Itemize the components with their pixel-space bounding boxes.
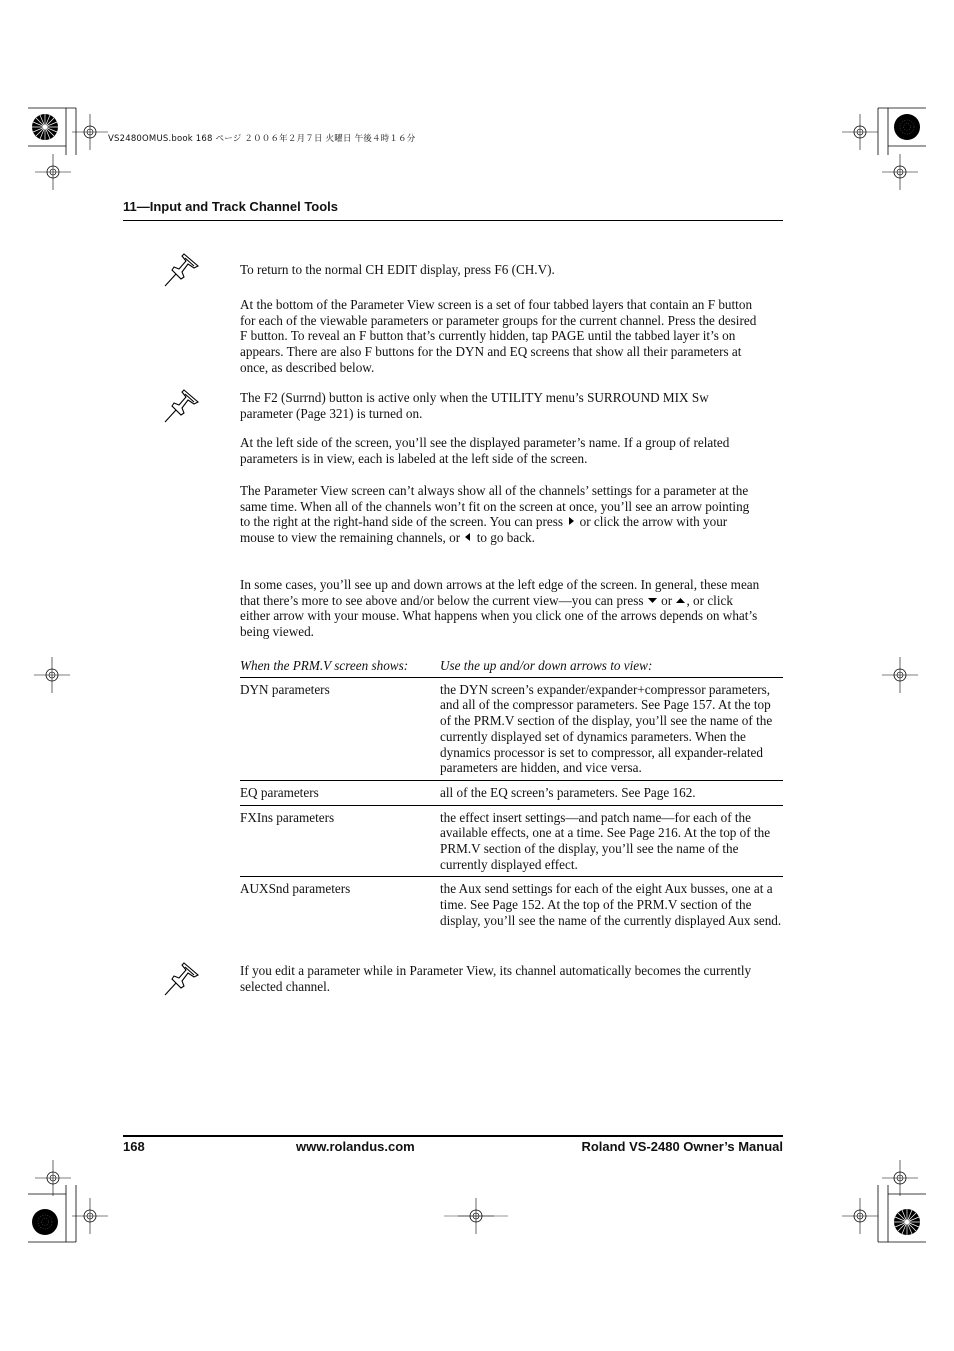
triangle-left-icon (463, 532, 473, 542)
paragraph-text: or (657, 592, 676, 608)
table-row (240, 805, 783, 877)
cell-screen: EQ parameters (240, 780, 440, 805)
paragraph-parameter-name: At the left side of the screen, you’ll see the displayed parameter’s name. If a group of related parameters is in view, each is labeled at the left side of the screen. (240, 435, 730, 466)
cell-view: the Aux send settings for each of the eight Aux busses, one at a time. See Page 152. At the top of the PRM.V section of the display, you’ll see the name of the currently displayed Aux send. (440, 881, 782, 928)
website-link[interactable]: www.rolandus.com (296, 1139, 415, 1154)
cell-view: the effect insert settings—and patch name—for each of the available effects, one at a time. See Page 216. At the top of the PRM.V section of the display, you’ll see the name of the currently displayed effect. (440, 805, 783, 877)
paragraph-text: or click the arrow with your mouse to view the remaining channels, or (240, 514, 728, 546)
paragraph-text: to go back. (473, 530, 535, 546)
pushpin-icon (162, 252, 200, 288)
manual-title: Roland VS-2480 Owner’s Manual (581, 1139, 783, 1154)
column-header-view: Use the up and/or down arrows to view: (440, 658, 783, 677)
paragraph-channel-arrows (240, 483, 760, 546)
triangle-up-icon (675, 596, 686, 605)
column-header-screen: When the PRM.V screen shows: (240, 658, 440, 677)
footer-rule (123, 1135, 783, 1137)
section-title: 11—Input and Track Channel Tools (123, 199, 339, 214)
paragraph-up-down-arrows (240, 577, 760, 640)
pushpin-icon (162, 961, 200, 997)
note-selected-channel: If you edit a parameter while in Parameter View, its channel automatically becomes the currently selected channel. (240, 963, 752, 994)
cell-view: all of the EQ screen’s parameters. See Page 162. (440, 780, 783, 805)
triangle-right-icon (566, 516, 576, 526)
cell-screen: FXIns parameters (240, 805, 440, 877)
triangle-down-icon (647, 596, 658, 605)
paragraph-text: The Parameter View screen can’t always show all of the channels’ settings for a parameter at the same time. When all of the channels won’t fit on the screen at once, you’ll see an arrow pointing to the right at the right-hand side of the screen. You can press (240, 483, 750, 530)
prm-view-table (240, 658, 783, 933)
table-header-row (240, 658, 783, 677)
pushpin-icon (162, 388, 200, 424)
paragraph-tabbed-layers: At the bottom of the Parameter View screen is a set of four tabbed layers that contain an F button for each of the viewable parameters or parameter groups for the current channel. Press the desired F button. To reveal an F button that’s currently hidden, tap PAGE until the tabbed layer it’s on appears. There are also F buttons for the DYN and EQ screens that show all their parameters at once, as described below. (240, 297, 757, 375)
table-row (240, 780, 783, 805)
paragraph-text: , or click either arrow with your mouse. What happens when you click one of the arrows depends on what’s being viewed. (240, 592, 758, 640)
header-rule (123, 220, 783, 221)
cell-screen: DYN parameters (240, 677, 440, 780)
print-job-mark: VS2480OMUS.book 168 ページ ２００６年２月７日 火曜日 午後４時１６分 (108, 134, 416, 144)
paragraph-text: In some cases, you’ll see up and down arrows at the left edge of the screen. In general, these mean that there’s more to see above and/or below the current view—you can press (240, 577, 760, 608)
page-number: 168 (123, 1139, 145, 1154)
cell-screen: AUXSnd parameters (240, 881, 351, 897)
note-surround-button: The F2 (Surrnd) button is active only when the UTILITY menu’s SURROUND MIX Sw parameter (Page 321) is turned on. (240, 390, 709, 421)
note-return-ch-edit: To return to the normal CH EDIT display, press F6 (CH.V). (240, 262, 555, 277)
cell-view: the DYN screen’s expander/expander+compressor parameters, and all of the compressor parameters. See Page 157. At the top of the PRM.V section of the display, you’ll see the name of the currently displayed set of dynamics parameters. When the dynamics processor is set to compressor, all expander-related parameters are hidden, and vice versa. (440, 677, 783, 780)
table-row (240, 677, 783, 780)
table-row (240, 877, 783, 933)
